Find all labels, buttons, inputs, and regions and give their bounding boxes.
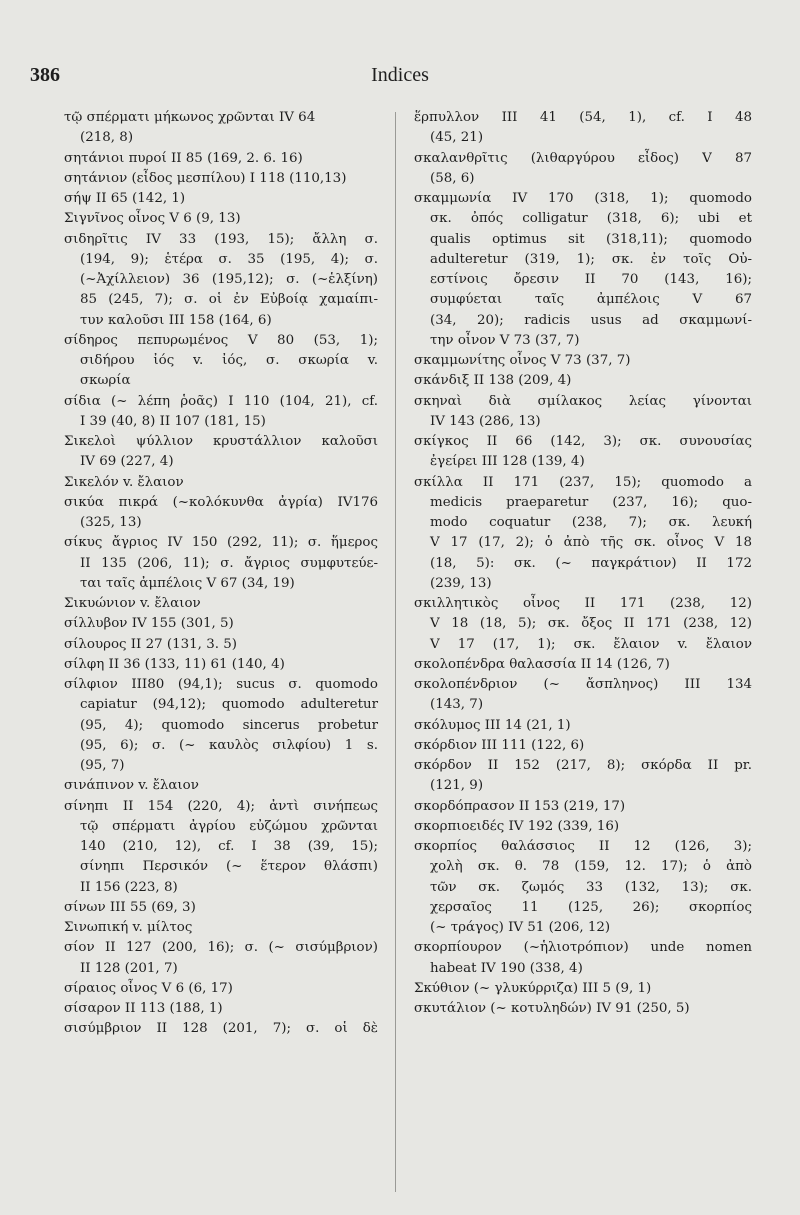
index-entry-continuation: V 18 (18, 5); σκ. ὄξος II 171 (238, 12) — [430, 616, 752, 632]
index-entry-continuation: τυν καλοῦσι III 158 (164, 6) — [80, 312, 272, 328]
index-entry: σκόρδον II 152 (217, 8); σκόρδα II pr. — [414, 758, 752, 773]
index-entry-continuation: qualis optimus sit (318,11); quomodo — [430, 231, 752, 247]
index-entry-continuation: τῶν σκ. ζωμός 33 (132, 13); σκ. — [430, 879, 752, 895]
index-entry: Σικελοὶ ψύλλιον κρυστάλλιον καλοῦσι — [64, 434, 378, 449]
index-entry: σκίγκος II 66 (142, 3); σκ. συνουσίας — [414, 434, 752, 449]
page-header — [0, 64, 800, 92]
index-entry-continuation: σίνηπι Περσικόν (~ ἕτερον θλάσπι) — [80, 859, 378, 875]
index-entry-continuation: (~Ἀχίλλειον) 36 (195,12); σ. (~ἑλξίνη) — [80, 272, 378, 287]
index-entry-continuation: (143, 7) — [430, 697, 484, 713]
index-entry: σκυτάλιον (~ κοτυληδών) IV 91 (250, 5) — [414, 1001, 690, 1016]
index-entry-continuation: II 156 (223, 8) — [80, 879, 178, 895]
index-entry-continuation: (95, 7) — [80, 758, 125, 773]
index-entry: σικύα πικρά (~κολόκυνθα ἀγρία) IV176 — [64, 494, 378, 510]
index-entry: σίνων III 55 (69, 3) — [64, 899, 196, 915]
index-entry: σκαμμωνίτης οἶνος V 73 (37, 7) — [414, 353, 631, 368]
index-entry: σκόρδιον III 111 (122, 6) — [414, 737, 585, 753]
index-entry-continuation: I 39 (40, 8) II 107 (181, 15) — [80, 413, 266, 429]
index-entry: σήψ II 65 (142, 1) — [64, 191, 186, 206]
index-entry-continuation: IV 69 (227, 4) — [80, 454, 174, 470]
index-entry-continuation: (121, 9) — [430, 778, 484, 794]
index-entry-continuation: χερσαῖος 11 (125, 26); σκορπίος — [430, 899, 752, 915]
index-entry: Σιγνῖνος οἶνος V 6 (9, 13) — [64, 211, 241, 227]
index-entry-continuation: modo coquatur (238, 7); σκ. λευκή — [430, 515, 752, 530]
index-entry-continuation: (95, 4); quomodo sincerus probetur — [80, 717, 378, 733]
index-entry: σίραιος οἶνος V 6 (6, 17) — [64, 980, 233, 996]
index-entry: σκαμμωνία IV 170 (318, 1); quomodo — [414, 191, 752, 206]
index-entry: σινάπινον v. ἔλαιον — [64, 778, 199, 794]
index-entry-continuation: (95, 6); σ. (~ καυλὸς σιλφίου) 1 s. — [80, 737, 378, 753]
index-entry-continuation: (325, 13) — [80, 515, 142, 530]
index-entry: σκορδόπρασον II 153 (219, 17) — [414, 798, 626, 814]
index-entry: σίλφη II 36 (133, 11) 61 (140, 4) — [64, 656, 285, 672]
index-entry-continuation: ἐγείρει III 128 (139, 4) — [430, 454, 585, 470]
index-entry: σίδια (~ λέπη ῥοᾶς) I 110 (104, 21), cf. — [64, 393, 378, 409]
running-head: Indices — [371, 64, 429, 86]
index-entry-continuation: medicis praeparetur (237, 16); quo- — [430, 494, 752, 510]
index-entry: σκορπιοειδές IV 192 (339, 16) — [414, 818, 620, 834]
index-entry: σίσαρον II 113 (188, 1) — [64, 1001, 223, 1016]
index-entry: σκίλλα II 171 (237, 15); quomodo a — [414, 474, 752, 490]
index-entry: ἕρπυλλον III 41 (54, 1), cf. I 48 — [414, 110, 752, 125]
index-entry-continuation: σιδήρου ἰός v. ἰός, σ. σκωρία v. — [80, 353, 378, 368]
index-entry-continuation: IV 143 (286, 13) — [430, 413, 541, 429]
page-number: 386 — [30, 64, 60, 86]
index-entry-continuation: (34, 20); radicis usus ad σκαμμωνί- — [430, 312, 752, 328]
index-entry: Σινωπική v. μίλτος — [64, 920, 193, 935]
index-entry: σκιλλητικὸς οἶνος II 171 (238, 12) — [414, 596, 752, 611]
index-entry: σίλλυβον IV 155 (301, 5) — [64, 616, 234, 632]
index-entry-continuation: (194, 9); ἑτέρα σ. 35 (195, 4); σ. — [80, 251, 378, 267]
index-entry-continuation: V 17 (17, 1); σκ. ἔλαιον v. ἔλαιον — [430, 636, 752, 652]
index-entry: σκαλανθρῖτις (λιθαργύρου εἶδος) V 87 — [414, 150, 752, 166]
index-entry-continuation: σκ. ὀπός colligatur (318, 6); ubi et — [430, 211, 752, 227]
index-entry: σκάνδιξ II 138 (209, 4) — [414, 373, 572, 389]
index-entry-continuation: χολὴ σκ. θ. 78 (159, 12. 17); ὁ ἀπὸ — [430, 859, 752, 875]
index-entry-continuation: II 135 (206, 11); σ. ἄγριος συμφυτεύε- — [80, 555, 378, 571]
index-entry: σητάνιοι πυροί II 85 (169, 2. 6. 16) — [64, 150, 303, 166]
index-entry: σίον II 127 (200, 16); σ. (~ σισύμβριον) — [64, 940, 378, 956]
index-entry-continuation: συμφύεται ταῖς ἀμπέλοις V 67 — [430, 292, 752, 308]
index-entry-continuation: (45, 21) — [430, 130, 484, 146]
index-entry: Σικελόν v. ἔλαιον — [64, 474, 184, 490]
index-entry-continuation: 140 (210, 12), cf. I 38 (39, 15); — [80, 839, 378, 854]
index-entry-continuation: (218, 8) — [80, 130, 134, 146]
index-column-right — [414, 108, 752, 1019]
column-divider — [395, 112, 396, 1192]
index-entry-continuation: habeat IV 190 (338, 4) — [430, 960, 583, 976]
index-entry: τῷ σπέρματι μήκωνος χρῶνται IV 64 — [64, 110, 316, 125]
index-entry-continuation: ται ταῖς ἀμπέλοις V 67 (34, 19) — [80, 575, 295, 591]
index-entry-continuation: II 128 (201, 7) — [80, 960, 178, 976]
index-entry: σίκυς ἄγριος IV 150 (292, 11); σ. ἥμερος — [64, 535, 378, 551]
index-entry: σίλφιον III80 (94,1); sucus σ. quomodo — [64, 677, 378, 692]
index-entry-continuation: (~ τράγος) IV 51 (206, 12) — [430, 920, 611, 935]
index-entry-continuation: V 17 (17, 2); ὁ ἀπὸ τῆς σκ. οἶνος V 18 — [430, 535, 752, 551]
index-entry-continuation: εστίνοις ὄρεσιν II 70 (143, 16); — [430, 272, 752, 287]
index-entry: σκορπίουρον (~ἡλιοτρόπιον) unde nomen — [414, 940, 752, 956]
index-entry: σκόλυμος III 14 (21, 1) — [414, 717, 571, 733]
index-entry-continuation: (58, 6) — [430, 170, 475, 186]
index-entry: σίνηπι II 154 (220, 4); ἀντὶ σινήπεως — [64, 798, 378, 814]
index-entry: σκηναὶ διὰ σμίλακος λείας γίνονται — [414, 393, 752, 409]
index-entry-continuation: capiatur (94,12); quomodo adulteretur — [80, 697, 378, 713]
index-entry: σίδηρος πεπυρωμένος V 80 (53, 1); — [64, 332, 378, 348]
index-entry-continuation: (18, 5): σκ. (~ παγκράτιον) II 172 — [430, 555, 752, 571]
index-entry: σισύμβριον II 128 (201, 7); σ. οἱ δὲ — [64, 1021, 378, 1037]
index-entry: Σικυώνιον v. ἔλαιον — [64, 596, 201, 611]
index-entry: σκορπίος θαλάσσιος II 12 (126, 3); — [414, 839, 752, 854]
index-entry-continuation: 85 (245, 7); σ. οἱ ἐν Εὐβοίᾳ χαμαίπι- — [80, 292, 378, 308]
index-entry-continuation: adulteretur (319, 1); σκ. ἐν τοῖς Οὐ- — [430, 251, 752, 267]
index-column-left — [64, 108, 378, 1040]
index-entry: σιδηρῖτις IV 33 (193, 15); ἄλλη σ. — [64, 231, 378, 247]
index-entry: σκολοπένδριον (~ ἄσπληνος) III 134 — [414, 677, 752, 692]
index-entry-continuation: τῷ σπέρματι ἀγρίου εὐζώμου χρῶνται — [80, 818, 378, 834]
index-entry-continuation: σκωρία — [80, 373, 131, 389]
index-entry: σίλουρος II 27 (131, 3. 5) — [64, 636, 237, 652]
index-entry: σητάνιον (εἶδος μεσπίλου) I 118 (110,13) — [64, 170, 347, 186]
index-entry-continuation: την οἶνον V 73 (37, 7) — [430, 332, 580, 348]
index-entry-continuation: (239, 13) — [430, 575, 492, 591]
index-entry: Σκύθιον (~ γλυκύρριζα) III 5 (9, 1) — [414, 980, 652, 996]
index-entry: σκολοπένδρα θαλασσία II 14 (126, 7) — [414, 656, 670, 672]
